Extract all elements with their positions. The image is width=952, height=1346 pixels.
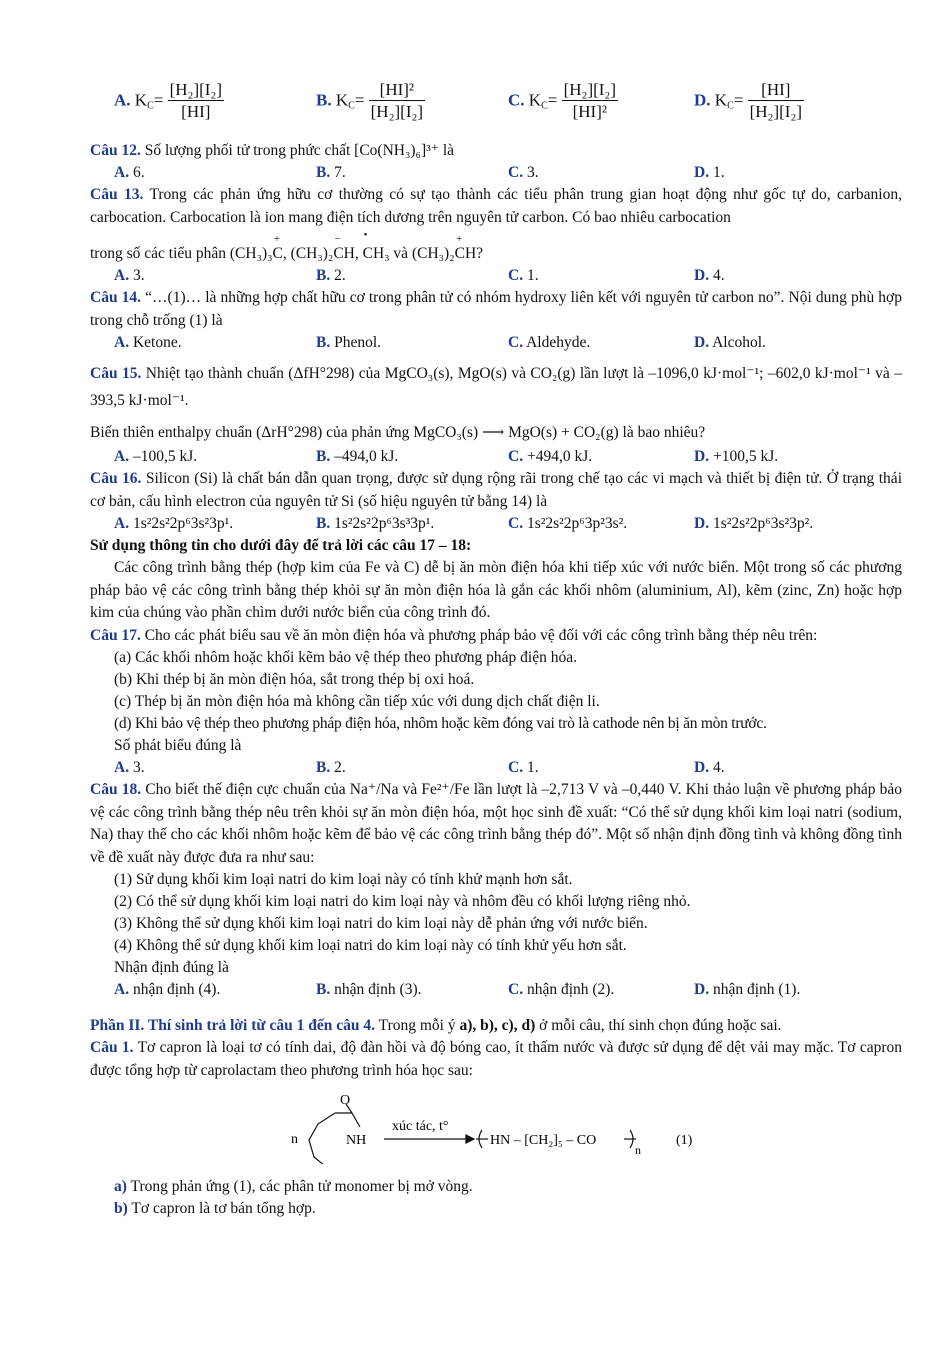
q11-a-fraction xyxy=(168,80,224,123)
question-label: Câu 18. xyxy=(90,781,142,798)
q13-stem xyxy=(90,184,902,229)
option-text: Phenol. xyxy=(334,334,382,351)
option-text: nhận định (4). xyxy=(132,981,221,998)
item-key: a) xyxy=(114,1178,127,1195)
option-text: 4. xyxy=(712,759,725,776)
info-passage: Các công trình bằng thép (hợp kim của Fe và C) dễ bị ăn mòn điện hóa khi tiếp xúc với nước biển. Một trong số các phương pháp bảo vệ các công trình bằng thép khỏi sự ăn mòn điện hóa là gắn các khối nhôm (aluminium, Al), kẽm (zinc, Zn) hoặc hợp kim của chúng vào phần chìm dưới nước biển của công trình đó. xyxy=(90,559,902,621)
q17-statement-c: (c) Thép bị ăn mòn điện hóa mà không cần tiếp xúc với dung dịch chất điện li. xyxy=(114,693,600,710)
q18-option-a[interactable] xyxy=(114,979,220,1001)
info-heading: Sử dụng thông tin cho dưới đây để trả lời các câu 17 – 18: xyxy=(90,537,472,554)
q17-options xyxy=(90,757,902,779)
species-methyl-radical: • CH₃ xyxy=(362,229,390,262)
question-text: Số lượng phối tử trong phức chất [Co(NH₃)₆]³⁺ là xyxy=(144,142,454,159)
option-letter: A. xyxy=(114,334,130,351)
denominator: [H₂][I₂] xyxy=(749,102,803,121)
part2-text-post: ở mỗi câu, thí sinh chọn đúng hoặc sai. xyxy=(539,1017,782,1034)
q15-option-b[interactable] xyxy=(316,446,398,468)
q16-option-c[interactable] xyxy=(508,513,627,535)
option-letter: D. xyxy=(694,90,711,110)
question-text: Cho các phát biểu sau về ăn mòn điện hóa và phương pháp bảo vệ đối với các công trình bằng thép nêu trên: xyxy=(144,626,818,644)
option-text: 1. xyxy=(712,164,725,181)
q17-option-a[interactable] xyxy=(114,757,145,779)
question-text: “…(1)… là những hợp chất hữu cơ trong phân tử có nhóm hydroxy liên kết với nguyên tử carbon no”. Nội dung phù hợp trong chỗ trống (1) là xyxy=(90,289,902,329)
option-text: +494,0 kJ. xyxy=(526,448,593,465)
q15-option-d[interactable] xyxy=(694,446,778,468)
question-text-2: Biến thiên enthalpy chuẩn (ΔrH°298) của phản ứng MgCO₃(s) ⟶ MgO(s) + CO₂(g) là bao nhiêu? xyxy=(90,424,706,441)
q15-options xyxy=(90,446,902,468)
option-letter: C. xyxy=(508,448,524,465)
option-text: +100,5 kJ. xyxy=(712,448,779,465)
option-text: Alcohol. xyxy=(712,334,766,351)
q11-c-fraction xyxy=(562,80,618,123)
option-letter: C. xyxy=(508,164,524,181)
part2-heading xyxy=(90,1015,902,1037)
question-text: Nhiệt tạo thành chuẩn (ΔfH°298) của MgCO₃(s), MgO(s) và CO₂(g) lần lượt là –1096,0 kJ·mol⁻¹; –602,0 kJ·mol⁻¹ và –393,5 kJ·mol⁻¹. xyxy=(90,365,902,409)
option-letter: D. xyxy=(694,448,710,465)
q18-opinion-3: (3) Không thể sử dụng khối kim loại natri do kim loại này dễ phản ứng với nước biển. xyxy=(114,915,648,932)
q14-option-b[interactable] xyxy=(316,332,381,354)
part2-title: Phần II. Thí sinh trả lời từ câu 1 đến câu 4. xyxy=(90,1017,376,1034)
option-letter: C. xyxy=(508,267,524,284)
option-text: nhận định (3). xyxy=(334,981,422,998)
equation-number: (1) xyxy=(676,1133,693,1148)
option-text: 3. xyxy=(526,164,539,181)
q14-option-c[interactable] xyxy=(508,332,590,354)
q11-option-c[interactable]: C. $K_C=$ $\frac{\text{[H₂][I₂]}}{\text{[HI]²}}$ xyxy=(508,80,617,121)
option-letter: B. xyxy=(316,334,331,351)
option-letter: B. xyxy=(316,515,331,532)
option-text: nhận định (1). xyxy=(712,981,801,998)
part2-abcd: a), b), c), d) xyxy=(459,1017,536,1034)
q14-option-d[interactable] xyxy=(694,332,766,354)
question-label: Câu 1. xyxy=(90,1039,134,1056)
p2q1-stem xyxy=(90,1037,902,1082)
species-prefix: trong số các tiểu phân xyxy=(90,245,227,262)
q15-stem xyxy=(90,360,902,414)
ring-n-label: n xyxy=(291,1132,298,1147)
q13-option-a[interactable] xyxy=(114,265,145,287)
q18-option-c[interactable] xyxy=(508,979,614,1001)
q17-option-b[interactable] xyxy=(316,757,346,779)
question-label: Câu 12. xyxy=(90,142,141,159)
q16-stem xyxy=(90,468,902,513)
species-isopropyl-cation: + (CH₃)₂CH xyxy=(411,233,477,262)
question-label: Câu 14. xyxy=(90,289,142,306)
q12-stem xyxy=(90,140,902,162)
denominator: [HI]² xyxy=(572,102,607,121)
exam-page xyxy=(90,74,902,1220)
option-text: 1. xyxy=(526,759,539,776)
question-text: Trong các phản ứng hữu cơ thường có sự tạo thành các tiểu phân trung gian hoạt động như gốc tự do, carbanion, carbocation. Carbocation là ion mang điện tích dương trên nguyên tử carbon. Có bao nhiêu carbocation xyxy=(90,186,902,226)
q13-options xyxy=(90,265,902,287)
question-text: Cho biết thế điện cực chuẩn của Na⁺/Na và Fe²⁺/Fe lần lượt là –2,713 V và –0,440 V. Khi thảo luận về phương pháp bảo vệ các công trình bằng thép nêu trên khỏi sự ăn mòn điện hóa, một học sinh đề xuất: “Có thể sử dụng khối kim loại natri (sodium, Na) thay thế cho các khối nhôm hoặc kẽm để bảo vệ các công trình bằng thép đó”. Một số nhận định đồng tình và không đồng tình về đề xuất này được đưa ra như sau: xyxy=(90,781,902,866)
q15-line2 xyxy=(90,420,902,446)
q16-option-d[interactable] xyxy=(694,513,813,535)
option-text: 1s²2s²2p⁶3s²3p². xyxy=(712,515,814,532)
option-text: 2. xyxy=(334,759,346,776)
numerator: [HI]² xyxy=(369,80,425,101)
option-text: –100,5 kJ. xyxy=(132,448,198,465)
q18-ask: Nhận định đúng là xyxy=(114,959,229,976)
q12-option-a[interactable] xyxy=(114,162,145,184)
q17-option-d[interactable] xyxy=(694,757,725,779)
option-text: –494,0 kJ. xyxy=(334,448,399,465)
q18-stem xyxy=(90,779,902,869)
q14-stem xyxy=(90,287,902,332)
option-letter: A. xyxy=(114,981,130,998)
q18-opinion-1: (1) Sử dụng khối kim loại natri do kim loại này có tính khử mạnh hơn sắt. xyxy=(114,871,573,888)
question-label: Câu 15. xyxy=(90,365,142,382)
option-letter: A. xyxy=(114,164,130,181)
q13-option-c[interactable] xyxy=(508,265,539,287)
question-label: Câu 16. xyxy=(90,470,142,487)
q11-d-fraction xyxy=(748,80,804,123)
q17-ask: Số phát biểu đúng là xyxy=(114,737,242,754)
q11-option-d[interactable]: D. $K_C=$ $\frac{[HI]}{\text{[H₂][I₂]}}$ xyxy=(694,80,803,121)
option-letter: B. xyxy=(316,448,331,465)
caprolactam-reaction xyxy=(90,1082,902,1164)
option-letter: A. xyxy=(114,267,130,284)
option-text: nhận định (2). xyxy=(526,981,615,998)
option-letter: B. xyxy=(316,759,331,776)
item-text: Trong phản ứng (1), các phân tử monomer bị mở vòng. xyxy=(130,1178,473,1195)
option-letter: B. xyxy=(316,90,332,110)
option-letter: B. xyxy=(316,981,331,998)
q17-statement-a: (a) Các khối nhôm hoặc khối kẽm bảo vệ thép theo phương pháp điện hóa. xyxy=(114,649,577,666)
option-text: 2. xyxy=(334,267,346,284)
species-tert-butyl-cation: + (CH₃)₃C xyxy=(229,233,283,262)
option-letter: D. xyxy=(694,164,710,181)
q18-option-b[interactable] xyxy=(316,979,421,1001)
q17-statement-b: (b) Khi thép bị ăn mòn điện hóa, sắt trong thép bị oxi hoá. xyxy=(114,671,475,688)
option-letter: C. xyxy=(508,515,524,532)
arrow-label: xúc tác, t° xyxy=(392,1119,449,1134)
option-text: Aldehyde. xyxy=(526,334,591,351)
question-label: Câu 13. xyxy=(90,186,144,203)
q11-b-fraction xyxy=(369,80,425,123)
conjunction: và xyxy=(393,245,409,262)
option-text: 1. xyxy=(526,267,539,284)
q12-options xyxy=(90,162,902,184)
question-text: Tơ capron là loại tơ có tính dai, độ đàn hồi và độ bóng cao, ít thấm nước và được sử dụng để dệt vải may mặc. Tơ capron được tổng hợp từ caprolactam theo phương trình hóa học sau: xyxy=(90,1039,902,1079)
q11-option-b[interactable]: B. $K_C=$ $\frac{\text{[HI]²}}{\text{[H₂][I₂]}}$ xyxy=(316,80,424,121)
option-text: 1s²2s²2p⁶3s²3p¹. xyxy=(132,515,234,532)
option-text: 6. xyxy=(132,164,145,181)
q12-option-c[interactable] xyxy=(508,162,539,184)
q16-option-b[interactable] xyxy=(316,513,434,535)
q13-species-line: trong số các tiểu phân + (CH₃)₃C, − (CH₃)₂CH, • CH₃ và + (CH₃)₂CH? xyxy=(90,243,902,265)
p2q1-item-b xyxy=(90,1198,902,1220)
q14-option-a[interactable] xyxy=(114,332,182,354)
option-letter: D. xyxy=(694,334,710,351)
option-letter: D. xyxy=(694,267,710,284)
item-key: b) xyxy=(114,1200,128,1217)
option-letter: A. xyxy=(114,448,130,465)
part2-text-pre: Trong mỗi ý xyxy=(378,1017,456,1034)
q13-option-d[interactable] xyxy=(694,265,725,287)
option-letter: A. xyxy=(114,759,130,776)
q17-option-c[interactable] xyxy=(508,757,539,779)
q18-opinion-2: (2) Có thể sử dụng khối kim loại natri do kim loại này và nhôm đều có khối lượng riêng nhỏ. xyxy=(114,893,691,910)
ring-nh-label: NH xyxy=(346,1133,367,1148)
option-letter: D. xyxy=(694,759,710,776)
q13-option-b[interactable] xyxy=(316,265,346,287)
question-text: Silicon (Si) là chất bán dẫn quan trọng, được sử dụng rộng rãi trong chế tạo các vi mạch và thiết bị điện tử. Ở trạng thái cơ bản, cấu hình electron của nguyên tử Si (số hiệu nguyên tử bằng 14) là xyxy=(90,470,902,510)
option-letter: B. xyxy=(316,267,331,284)
q15-option-a[interactable] xyxy=(114,446,197,468)
question-mark: ? xyxy=(476,245,484,262)
option-letter: D. xyxy=(694,981,710,998)
q18-opinion-4: (4) Không thể sử dụng khối kim loại natri do kim loại này có tính khử yếu hơn sắt. xyxy=(114,937,627,954)
option-letter: C. xyxy=(508,759,524,776)
product-formula: HN – [CH₂]₅ – CO xyxy=(490,1133,597,1148)
option-text: 1s²2s²2p⁶3s³3p¹. xyxy=(334,515,435,532)
option-text: Ketone. xyxy=(132,334,182,351)
option-text: 4. xyxy=(712,267,725,284)
q18-option-d[interactable] xyxy=(694,979,800,1001)
q15-option-c[interactable] xyxy=(508,446,592,468)
option-letter: A. xyxy=(114,90,131,110)
option-letter: C. xyxy=(508,90,525,110)
denominator: [HI] xyxy=(181,102,211,121)
q12-option-d[interactable] xyxy=(694,162,725,184)
option-text: 1s²2s²2p⁶3p²3s². xyxy=(526,515,628,532)
option-text: 7. xyxy=(334,164,346,181)
species-isopropyl-anion: − (CH₃)₂CH xyxy=(290,233,355,262)
product-n-label: n xyxy=(635,1143,641,1157)
question-label: Câu 17. xyxy=(90,626,141,644)
denominator: [H₂][I₂] xyxy=(370,102,424,121)
option-letter: B. xyxy=(316,164,331,181)
reaction-diagram xyxy=(90,1082,902,1164)
q16-options xyxy=(90,513,902,535)
option-letter: A. xyxy=(114,515,130,532)
q12-option-b[interactable] xyxy=(316,162,346,184)
numerator: [H₂][I₂] xyxy=(169,80,223,99)
q17-stem xyxy=(90,625,902,648)
q11-option-a[interactable]: A. $K_C=$ $\frac{\text{[H₂][I₂]}}{[HI]}$ xyxy=(114,80,223,121)
reaction-arrow-icon xyxy=(384,1135,474,1143)
option-letter: D. xyxy=(694,515,710,532)
q18-options xyxy=(90,979,902,1001)
q14-options xyxy=(90,332,902,354)
numerator: [HI] xyxy=(748,80,804,101)
option-letter: C. xyxy=(508,334,524,351)
p2q1-item-a xyxy=(90,1176,902,1198)
numerator: [H₂][I₂] xyxy=(563,80,617,99)
q11-options xyxy=(90,76,902,140)
ring-o-label: O xyxy=(340,1093,351,1108)
option-text: 3. xyxy=(132,759,145,776)
option-text: 3. xyxy=(132,267,145,284)
item-text: Tơ capron là tơ bán tổng hợp. xyxy=(131,1200,316,1217)
q17-statement-d: (d) Khi bảo vệ thép theo phương pháp điện hóa, nhôm hoặc kẽm đóng vai trò là cathode nên bị ăn mòn trước. xyxy=(114,715,767,732)
q16-option-a[interactable] xyxy=(114,513,233,535)
option-letter: C. xyxy=(508,981,524,998)
